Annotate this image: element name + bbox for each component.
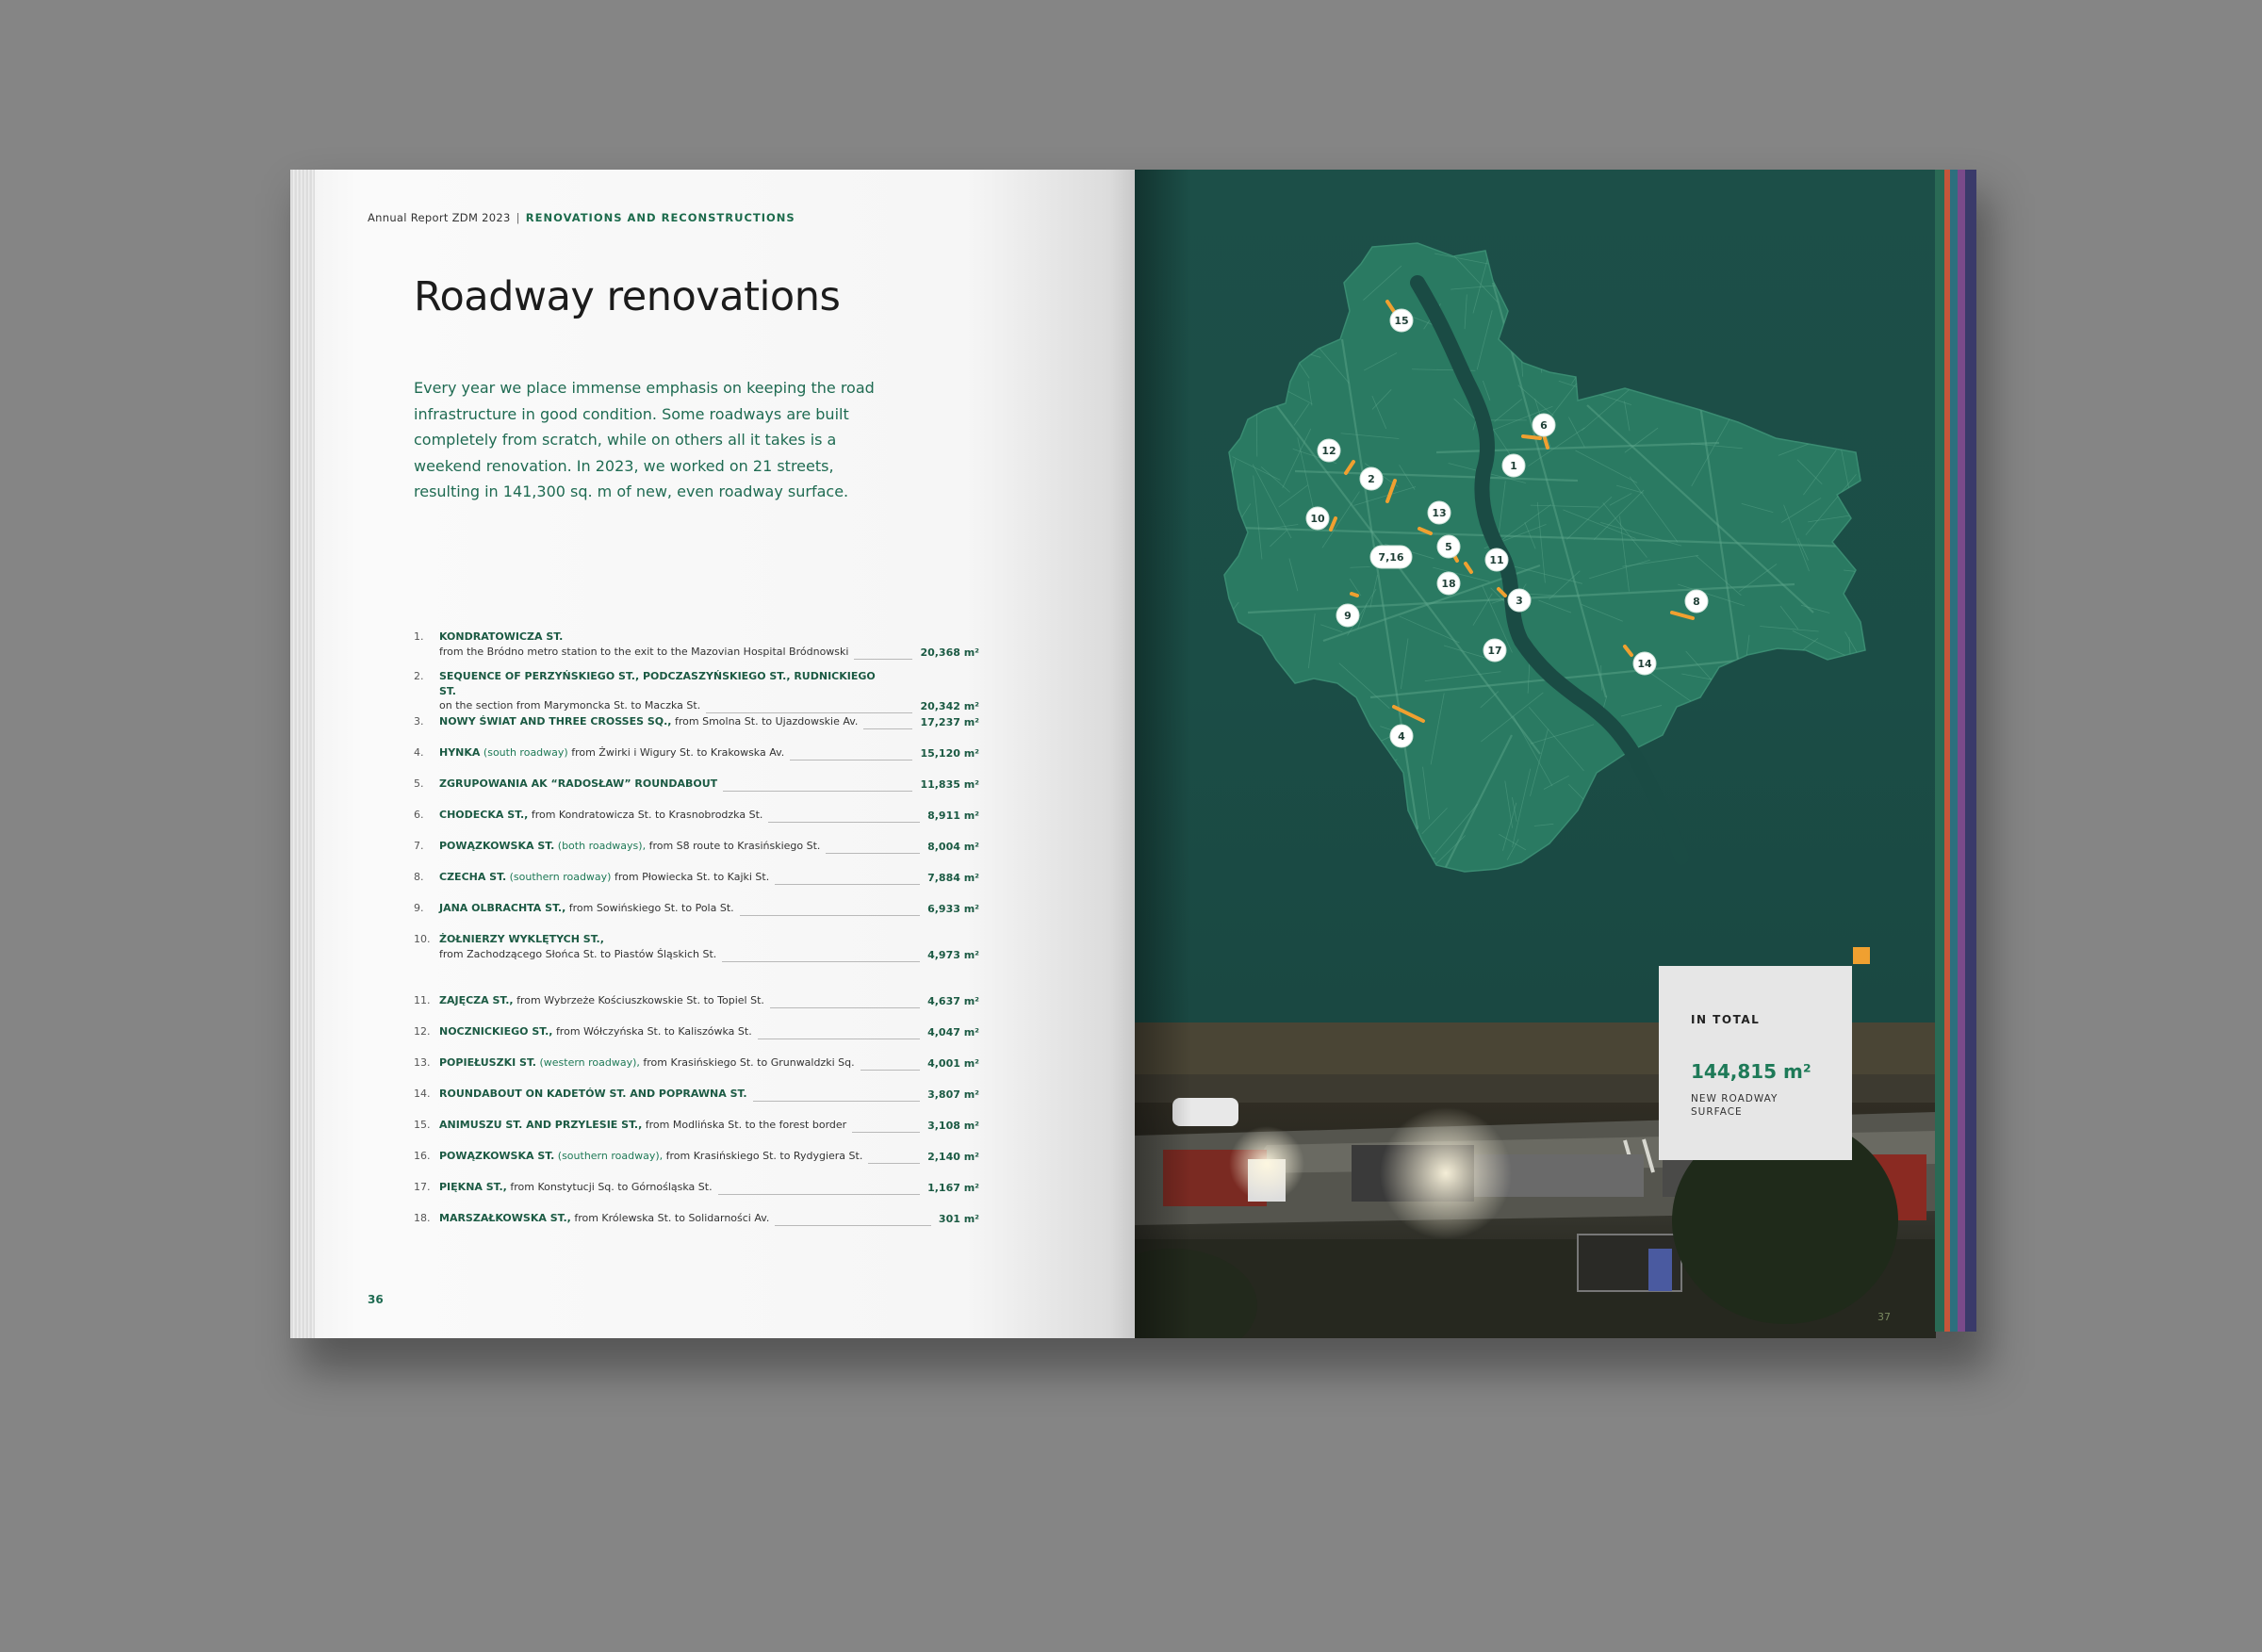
map-marker xyxy=(1483,639,1506,662)
street-line xyxy=(1376,853,1424,898)
warsaw-map xyxy=(1135,170,1936,1022)
leader-line xyxy=(868,1150,920,1164)
item-number: 14. xyxy=(414,1088,431,1100)
item-text xyxy=(439,839,882,854)
street-line xyxy=(1544,879,1574,946)
street-name: MARSZAŁKOWSKA ST., xyxy=(439,1212,571,1224)
street-name: ZGRUPOWANIA AK “RADOSŁAW” ROUNDABOUT xyxy=(439,777,718,790)
left-page xyxy=(290,170,1135,1338)
street-name: PIĘKNA ST., xyxy=(439,1181,507,1193)
area-value: 15,120 m² xyxy=(920,747,979,760)
street-line xyxy=(1742,364,1810,378)
street-line xyxy=(1320,734,1395,770)
street-name: ŻOŁNIERZY WYKLĘTYCH ST., xyxy=(439,933,604,945)
street-line xyxy=(1855,875,1870,892)
marker-label: 11 xyxy=(1489,554,1504,566)
street-line xyxy=(1832,289,1852,302)
item-text xyxy=(439,714,882,729)
street-line xyxy=(1228,395,1266,410)
street-line xyxy=(1285,736,1331,781)
edge-stripe xyxy=(1950,170,1958,1332)
area-value: 3,807 m² xyxy=(927,1088,979,1101)
area-value: 301 m² xyxy=(938,1213,979,1225)
street-line xyxy=(1838,728,1876,740)
marker-label: 17 xyxy=(1487,645,1502,657)
item-number: 12. xyxy=(414,1025,431,1038)
street-line xyxy=(1727,686,1780,726)
street-line xyxy=(1196,336,1236,388)
street-name: SEQUENCE OF PERZYŃSKIEGO ST., PODCZASZYŃSKIEGO ST., RUDNICKIEGO ST. xyxy=(439,670,876,697)
section-description: from Kondratowicza St. to Krasnobrodzka St. xyxy=(531,809,763,821)
leader-line xyxy=(706,699,912,713)
street-line xyxy=(1375,810,1378,844)
street-line xyxy=(1267,751,1301,762)
marker-label: 10 xyxy=(1310,513,1325,525)
street-line xyxy=(1571,329,1607,384)
street-line xyxy=(1760,352,1781,392)
leader-line xyxy=(753,1088,921,1102)
area-value: 17,237 m² xyxy=(920,716,979,728)
area-value: 7,884 m² xyxy=(927,872,979,884)
section-description: from Smolna St. to Ujazdowskie Av. xyxy=(675,715,859,728)
street-line xyxy=(1675,733,1679,786)
street-line xyxy=(1626,292,1633,317)
roadway-qualifier: (both roadways), xyxy=(557,840,647,852)
area-value: 6,933 m² xyxy=(927,903,979,915)
item-number: 6. xyxy=(414,809,424,821)
item-number: 2. xyxy=(414,670,424,682)
street-line xyxy=(1666,716,1746,737)
section-description: from Królewska St. to Solidarności Av. xyxy=(574,1212,770,1224)
area-value: 4,637 m² xyxy=(927,995,979,1007)
street-line xyxy=(1787,771,1812,837)
marker-label: 9 xyxy=(1344,610,1352,622)
leader-line xyxy=(826,840,920,854)
street-name: POPIEŁUSZKI ST. xyxy=(439,1056,536,1069)
roadway-qualifier: (western roadway), xyxy=(539,1056,640,1069)
street-name: CZECHA ST. xyxy=(439,871,507,883)
item-number: 13. xyxy=(414,1056,431,1069)
street-line xyxy=(1563,849,1603,860)
map-marker xyxy=(1508,589,1531,612)
street-line xyxy=(1845,303,1849,382)
roadway-qualifier: (southern roadway) xyxy=(509,871,612,883)
street-line xyxy=(1814,755,1847,762)
area-value: 2,140 m² xyxy=(927,1151,979,1163)
street-name: HYNKA xyxy=(439,746,481,759)
street-line xyxy=(1734,252,1738,289)
street-line xyxy=(1593,381,1643,384)
intro-paragraph: Every year we place immense emphasis on keeping the road infrastructure in good condition. Some roadways are built completely from scratch, while on others all it takes is a weekend renovation. In 2023, we worked on 21 streets, resulting in 141,300 sq. m of new, even roadway surface. xyxy=(414,379,875,500)
street-line xyxy=(1796,852,1826,927)
running-head-separator: | xyxy=(516,211,520,224)
area-value: 4,047 m² xyxy=(927,1026,979,1039)
street-line xyxy=(1647,338,1656,388)
item-number: 15. xyxy=(414,1119,431,1131)
map-marker xyxy=(1437,535,1460,558)
marker-label: 14 xyxy=(1637,658,1652,670)
leader-line xyxy=(854,646,912,660)
street-line xyxy=(1331,845,1350,912)
street-line xyxy=(1255,718,1278,742)
street-line xyxy=(1793,319,1823,331)
street-line xyxy=(1284,710,1303,719)
renovated-segment xyxy=(1523,436,1540,438)
street-line xyxy=(1678,245,1714,261)
leader-line xyxy=(852,1119,920,1133)
street-line xyxy=(1652,237,1655,281)
street-line xyxy=(1397,860,1402,891)
area-value: 3,108 m² xyxy=(927,1120,979,1132)
street-line xyxy=(1837,237,1859,270)
street-line xyxy=(1513,322,1546,334)
section-description: from Konstytucji Sq. to Górnośląska St. xyxy=(510,1181,713,1193)
area-value: 8,911 m² xyxy=(927,810,979,822)
area-value: 4,001 m² xyxy=(927,1057,979,1070)
page-edge xyxy=(290,170,315,1338)
street-line xyxy=(1368,850,1387,891)
street-line xyxy=(1683,803,1711,859)
map-marker xyxy=(1336,604,1359,627)
area-value: 20,368 m² xyxy=(920,646,979,659)
total-value: 144,815 m² xyxy=(1691,1060,1811,1083)
street-name: ANIMUSZU ST. AND PRZYLESIE ST., xyxy=(439,1119,643,1131)
street-line xyxy=(1500,279,1575,304)
street-line xyxy=(1336,792,1341,844)
total-subtitle: NEW ROADWAY SURFACE xyxy=(1691,1093,1778,1118)
street-line xyxy=(1505,873,1531,879)
street-line xyxy=(1534,303,1542,373)
map-marker xyxy=(1306,507,1329,530)
item-number: 4. xyxy=(414,746,424,759)
marker-label: 6 xyxy=(1540,419,1548,432)
street-line xyxy=(1342,862,1401,915)
item-number: 11. xyxy=(414,994,431,1006)
map-marker xyxy=(1685,590,1708,613)
item-text xyxy=(439,1149,882,1164)
leader-line xyxy=(861,1056,920,1071)
street-line xyxy=(1779,795,1822,839)
page-edge-stripes xyxy=(1935,170,1976,1332)
item-text xyxy=(439,1118,882,1133)
street-name: ROUNDABOUT ON KADETÓW ST. AND POPRAWNA ST. xyxy=(439,1088,747,1100)
leader-line xyxy=(758,1025,920,1039)
street-line xyxy=(1766,856,1781,906)
item-text xyxy=(439,630,882,659)
edge-stripe xyxy=(1965,170,1976,1332)
leader-line xyxy=(718,1181,921,1195)
marker-label: 1 xyxy=(1510,460,1517,472)
marker-label: 3 xyxy=(1516,595,1523,607)
section-name: RENOVATIONS AND RECONSTRUCTIONS xyxy=(525,211,795,224)
map-marker xyxy=(1360,467,1383,490)
street-line xyxy=(1623,301,1661,311)
area-value: 4,973 m² xyxy=(927,948,979,961)
street-line xyxy=(1351,760,1397,791)
leader-line xyxy=(775,1212,931,1226)
page-number-right: 37 xyxy=(1877,1311,1891,1323)
street-line xyxy=(1696,340,1762,369)
item-number: 16. xyxy=(414,1150,431,1162)
street-line xyxy=(1221,747,1248,748)
map-marker xyxy=(1318,439,1340,462)
section-description: on the section from Marymoncka St. to Maczka St. xyxy=(439,699,701,712)
marker-label: 12 xyxy=(1321,445,1336,457)
section-description: from S8 route to Krasińskiego St. xyxy=(648,840,821,852)
street-line xyxy=(1779,267,1795,295)
street-line xyxy=(1706,714,1722,737)
section-description: from the Bródno metro station to the exit to the Mazovian Hospital Bródnowski xyxy=(439,645,849,658)
leader-line xyxy=(863,715,912,729)
street-line xyxy=(1725,394,1753,400)
street-line xyxy=(1554,354,1587,373)
map-marker xyxy=(1437,572,1460,595)
street-line xyxy=(1735,875,1759,898)
street-line xyxy=(1581,252,1603,287)
map-marker xyxy=(1485,548,1508,571)
marker-label: 4 xyxy=(1398,730,1405,743)
marker-label: 7,16 xyxy=(1378,551,1404,564)
section-description: from Zachodzącego Słońca St. to Piastów Śląskich St. xyxy=(439,947,717,960)
right-page xyxy=(1135,170,1936,1338)
street-line xyxy=(1622,328,1655,331)
roadway-qualifier: (southern roadway), xyxy=(557,1150,664,1162)
leader-line xyxy=(723,777,912,792)
street-line xyxy=(1655,237,1703,273)
street-line xyxy=(1632,335,1648,361)
section-description: from Krasińskiego St. to Rydygiera St. xyxy=(665,1150,863,1162)
page-title: Roadway renovations xyxy=(414,273,841,320)
street-line xyxy=(1580,331,1631,346)
item-number: 1. xyxy=(414,630,424,643)
street-line xyxy=(1799,673,1828,734)
section-description: from Sowińskiego St. to Pola St. xyxy=(568,902,734,914)
street-line xyxy=(1272,329,1309,347)
street-line xyxy=(1209,872,1222,905)
street-line xyxy=(1646,240,1677,242)
city-outline xyxy=(1224,243,1865,872)
street-line xyxy=(1696,842,1770,849)
street-line xyxy=(1270,809,1292,814)
street-name: NOCZNICKIEGO ST., xyxy=(439,1025,553,1038)
map-marker xyxy=(1390,725,1413,747)
street-line xyxy=(1853,352,1871,359)
area-value: 20,342 m² xyxy=(920,700,979,712)
total-box xyxy=(1659,966,1852,1160)
section-description: from Krasińskiego St. to Grunwaldzki Sq. xyxy=(643,1056,855,1069)
street-name: POWĄZKOWSKA ST. xyxy=(439,1150,555,1162)
street-line xyxy=(1285,707,1307,786)
street-name: POWĄZKOWSKA ST. xyxy=(439,840,555,852)
total-label: IN TOTAL xyxy=(1691,1013,1761,1026)
area-value: 11,835 m² xyxy=(920,778,979,791)
street-line xyxy=(1754,724,1771,801)
street-line xyxy=(1752,719,1757,773)
street-line xyxy=(1404,826,1418,868)
street-line xyxy=(1411,885,1432,886)
leader-line xyxy=(775,871,920,885)
street-line xyxy=(1852,421,1879,431)
street-line xyxy=(1216,457,1227,474)
orange-accent-square xyxy=(1853,947,1870,964)
street-line xyxy=(1317,753,1330,810)
roadway-qualifier: (south roadway) xyxy=(483,746,568,759)
marker-label: 8 xyxy=(1693,596,1700,608)
leader-line xyxy=(740,902,920,916)
map-marker xyxy=(1370,546,1412,568)
street-line xyxy=(1331,876,1336,910)
item-number: 5. xyxy=(414,777,424,790)
item-number: 17. xyxy=(414,1181,431,1193)
street-name: ZAJĘCZA ST., xyxy=(439,994,514,1006)
section-description: from Wółczyńska St. to Kaliszówka St. xyxy=(555,1025,752,1038)
running-head xyxy=(368,211,795,224)
edge-stripe xyxy=(1935,170,1944,1332)
street-line xyxy=(1533,241,1597,278)
street-line xyxy=(1364,841,1399,916)
marker-label: 2 xyxy=(1368,473,1375,485)
marker-label: 13 xyxy=(1432,507,1447,519)
renovated-segment xyxy=(1352,594,1357,596)
section-description: from Wybrzeże Kościuszkowskie St. to Topiel St. xyxy=(516,994,764,1006)
marker-label: 15 xyxy=(1394,315,1409,327)
edge-stripe xyxy=(1958,170,1965,1332)
section-description: from Modlińska St. to the forest border xyxy=(645,1119,847,1131)
street-line xyxy=(1772,256,1852,264)
street-line xyxy=(1642,306,1695,352)
street-line xyxy=(1809,757,1857,767)
street-line xyxy=(1238,785,1298,826)
street-line xyxy=(1266,340,1321,357)
map-marker xyxy=(1428,501,1451,524)
map-marker xyxy=(1390,309,1413,332)
street-line xyxy=(1329,260,1349,265)
street-line xyxy=(1254,244,1307,299)
street-line xyxy=(1393,858,1435,859)
map-marker xyxy=(1502,454,1525,477)
leader-line xyxy=(770,994,920,1008)
street-line xyxy=(1541,270,1574,309)
item-text xyxy=(439,1055,882,1071)
street-line xyxy=(1715,813,1773,853)
street-line xyxy=(1254,237,1329,278)
map-marker xyxy=(1533,414,1555,436)
section-description: from Żwirki i Wigury St. to Krakowska Av. xyxy=(571,746,785,759)
report-name: Annual Report ZDM 2023 xyxy=(368,211,511,224)
page-number: 36 xyxy=(368,1293,384,1306)
item-number: 8. xyxy=(414,871,424,883)
street-name: NOWY ŚWIAT AND THREE CROSSES SQ., xyxy=(439,715,672,728)
item-number: 18. xyxy=(414,1212,431,1224)
street-line xyxy=(1858,536,1933,541)
street-line xyxy=(1811,726,1842,741)
item-number: 7. xyxy=(414,840,424,852)
map-marker xyxy=(1633,652,1656,675)
street-line xyxy=(1260,373,1283,389)
street-name: CHODECKA ST., xyxy=(439,809,529,821)
spine-shadow xyxy=(1135,170,1191,1338)
area-value: 8,004 m² xyxy=(927,841,979,853)
leader-line xyxy=(768,809,920,823)
street-line xyxy=(1857,239,1915,257)
item-number: 3. xyxy=(414,715,424,728)
street-line xyxy=(1733,324,1749,334)
street-line xyxy=(1849,816,1872,836)
leader-line xyxy=(790,746,912,761)
street-line xyxy=(1270,307,1288,319)
item-number: 10. xyxy=(414,933,431,945)
street-line xyxy=(1737,686,1801,707)
leader-line xyxy=(722,948,920,962)
street-line xyxy=(1220,552,1222,571)
marker-label: 18 xyxy=(1441,578,1456,590)
street-line xyxy=(1730,722,1762,770)
street-name: KONDRATOWICZA ST. xyxy=(439,630,564,643)
section-description: from Płowiecka St. to Kajki St. xyxy=(614,871,770,883)
area-value: 1,167 m² xyxy=(927,1182,979,1194)
street-line xyxy=(1253,269,1334,285)
street-name: JANA OLBRACHTA ST., xyxy=(439,902,566,914)
marker-label: 5 xyxy=(1445,541,1452,553)
item-number: 9. xyxy=(414,902,424,914)
